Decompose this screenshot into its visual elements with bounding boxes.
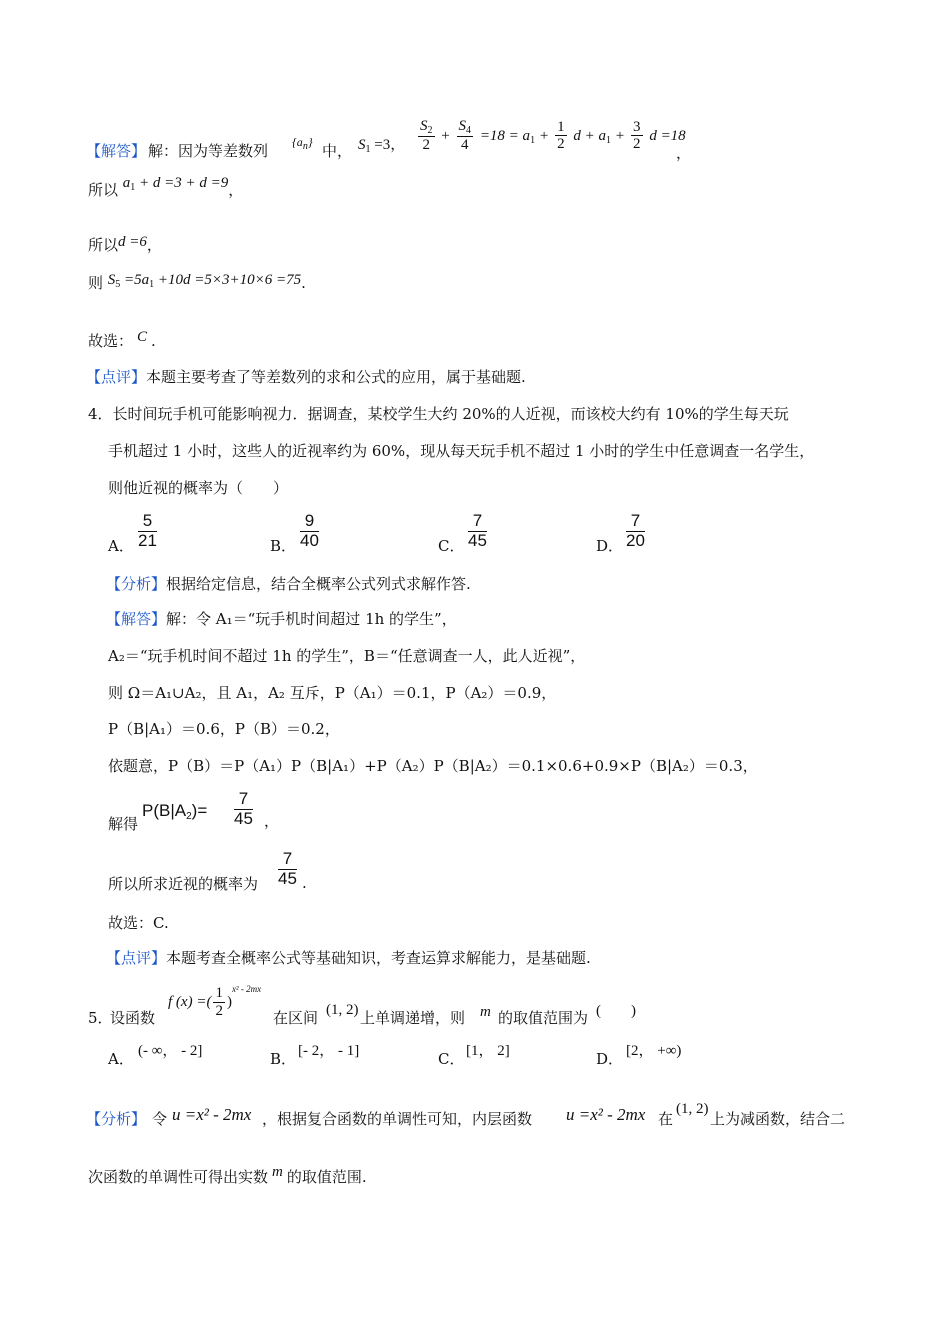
q5-stem: 5． 设函数 f (x) =( $\frac{1}{2}$ )$^{x^2 - 2mx}$ 在区间 (1, 2) 上单调递增，则 m 的取值范围为 ( ) (88, 984, 636, 1027)
option-d-value: [2， +∞) (626, 1043, 682, 1059)
option-c-label: C． (438, 537, 465, 555)
option-d-label: D． (596, 1050, 624, 1068)
option-b-label: B． (270, 537, 297, 555)
q5-options (108, 1040, 748, 1070)
sequence-an: $\{a_n\}$ (292, 135, 313, 152)
result-fraction: $\frac{7}{45}$ (234, 789, 253, 828)
q4-review: 【点评】本题考查全概率公式等基础知识，考查运算求解能力，是基础题. (106, 949, 591, 967)
q4-stem-line2: 手机超过 1 小时，这些人的近视率约为 60%，现从每天玩手机不超过 1 小时的学生中任意调查一名学生， (108, 442, 815, 460)
option-c-value: [1， 2] (466, 1043, 510, 1059)
option-a-label: A． (108, 537, 134, 555)
line2-math: $a_1 + d =3 + d =9$ (122, 175, 229, 193)
option-c-label: C． (438, 1050, 465, 1068)
q4-solution-line7: 所以所求近视的概率为 $\frac{7}{45}$ . (108, 849, 307, 893)
q4-options (108, 512, 708, 556)
q4-solution-line2: A₂＝“玩手机时间不超过 1h 的学生”，B＝“任意调查一人，此人近视”， (108, 647, 586, 665)
option-a-value: $\frac{5}{21}$ (138, 511, 157, 550)
option-b-value: [- 2， - 1] (298, 1043, 360, 1059)
jieda-lead: 解：因为等差数列 (148, 142, 269, 160)
eq1-comma: ， (676, 144, 692, 162)
q3-answer: 故选： C . (88, 329, 156, 350)
option-b-value: $\frac{9}{40}$ (300, 511, 319, 550)
q4-answer: 故选：C. (108, 914, 169, 932)
q4-solution-line6: 解得 $P(B|A_2)=$ $\frac{7}{45}$ ， (108, 789, 280, 833)
option-c-value: $\frac{7}{45}$ (468, 511, 487, 550)
option-b-label: B． (270, 1050, 297, 1068)
zhong-text: 中， (322, 142, 353, 160)
q4-solution-line1: 【解答】解：令 A₁＝“玩手机时间超过 1h 的学生”， (106, 610, 457, 628)
q3-solution-line4: 则 $S_5 =5a_1 +10d =5\times 3+10\times 6 =75$. (88, 272, 306, 292)
q4-solution-line3: 则 Ω＝A₁∪A₂，且 A₁，A₂ 互斥，P（A₁）＝0.1，P（A₂）＝0.9， (108, 684, 557, 702)
option-a-label: A． (108, 1050, 134, 1068)
s1-equation: $S_1 =3$， (358, 137, 406, 155)
q5-analysis-line2: 次函数的单调性可得出实数 m 的取值范围. (88, 1164, 367, 1186)
final-fraction: $\frac{7}{45}$ (278, 849, 297, 888)
q4-solution-line5: 依题意，P（B）＝P（A₁）P（B|A₁）+P（A₂）P（B|A₂）＝0.1×0.6+0.9×P（B|A₂）＝0.3， (108, 757, 758, 775)
option-d-value: $\frac{7}{20}$ (626, 511, 645, 550)
q4-stem-line3: 则他近视的概率为（ ） (108, 479, 289, 497)
main-equation: $\frac{S_2}{2}$ + $\frac{S_4}{4}$ $=18 = a_1$ + $\frac{1}{2}$ $d + a_1$ + $\frac{3}{2}$ d =18 (420, 118, 686, 153)
jieda-tag: 【解答】 (86, 142, 147, 160)
q3-solution-line2: 所以 $a_1 + d =3 + d =9$， (88, 175, 244, 199)
function-def: f (x) =( $\frac{1}{2}$ )$^{x^2 - 2mx}$ (168, 984, 262, 1019)
option-a-value: (- ∞， - 2] (138, 1043, 203, 1059)
q3-review: 【点评】本题主要考查了等差数列的求和公式的应用，属于基础题. (86, 368, 526, 386)
q5-analysis-line1: 【分析】 令 u =x² - 2mx ，根据复合函数的单调性可知，内层函数 u =x² - 2mx 在 (1, 2) 上为减函数，结合二 (86, 1101, 846, 1128)
q4-solution-line4: P（B|A₁）＝0.6，P（B）＝0.2， (108, 720, 340, 738)
conditional-prob: $P(B|A_2)=$ (142, 801, 208, 822)
q4-analysis: 【分析】根据给定信息，结合全概率公式列式求解作答. (106, 575, 471, 593)
q4-stem-line1: 4．长时间玩手机可能影响视力．据调查，某校学生大约 20%的人近视，而该校大约有 10%的学生每天玩 (88, 405, 789, 423)
q3-solution-line3: 所以d =6， (88, 234, 162, 254)
option-d-label: D． (596, 537, 624, 555)
